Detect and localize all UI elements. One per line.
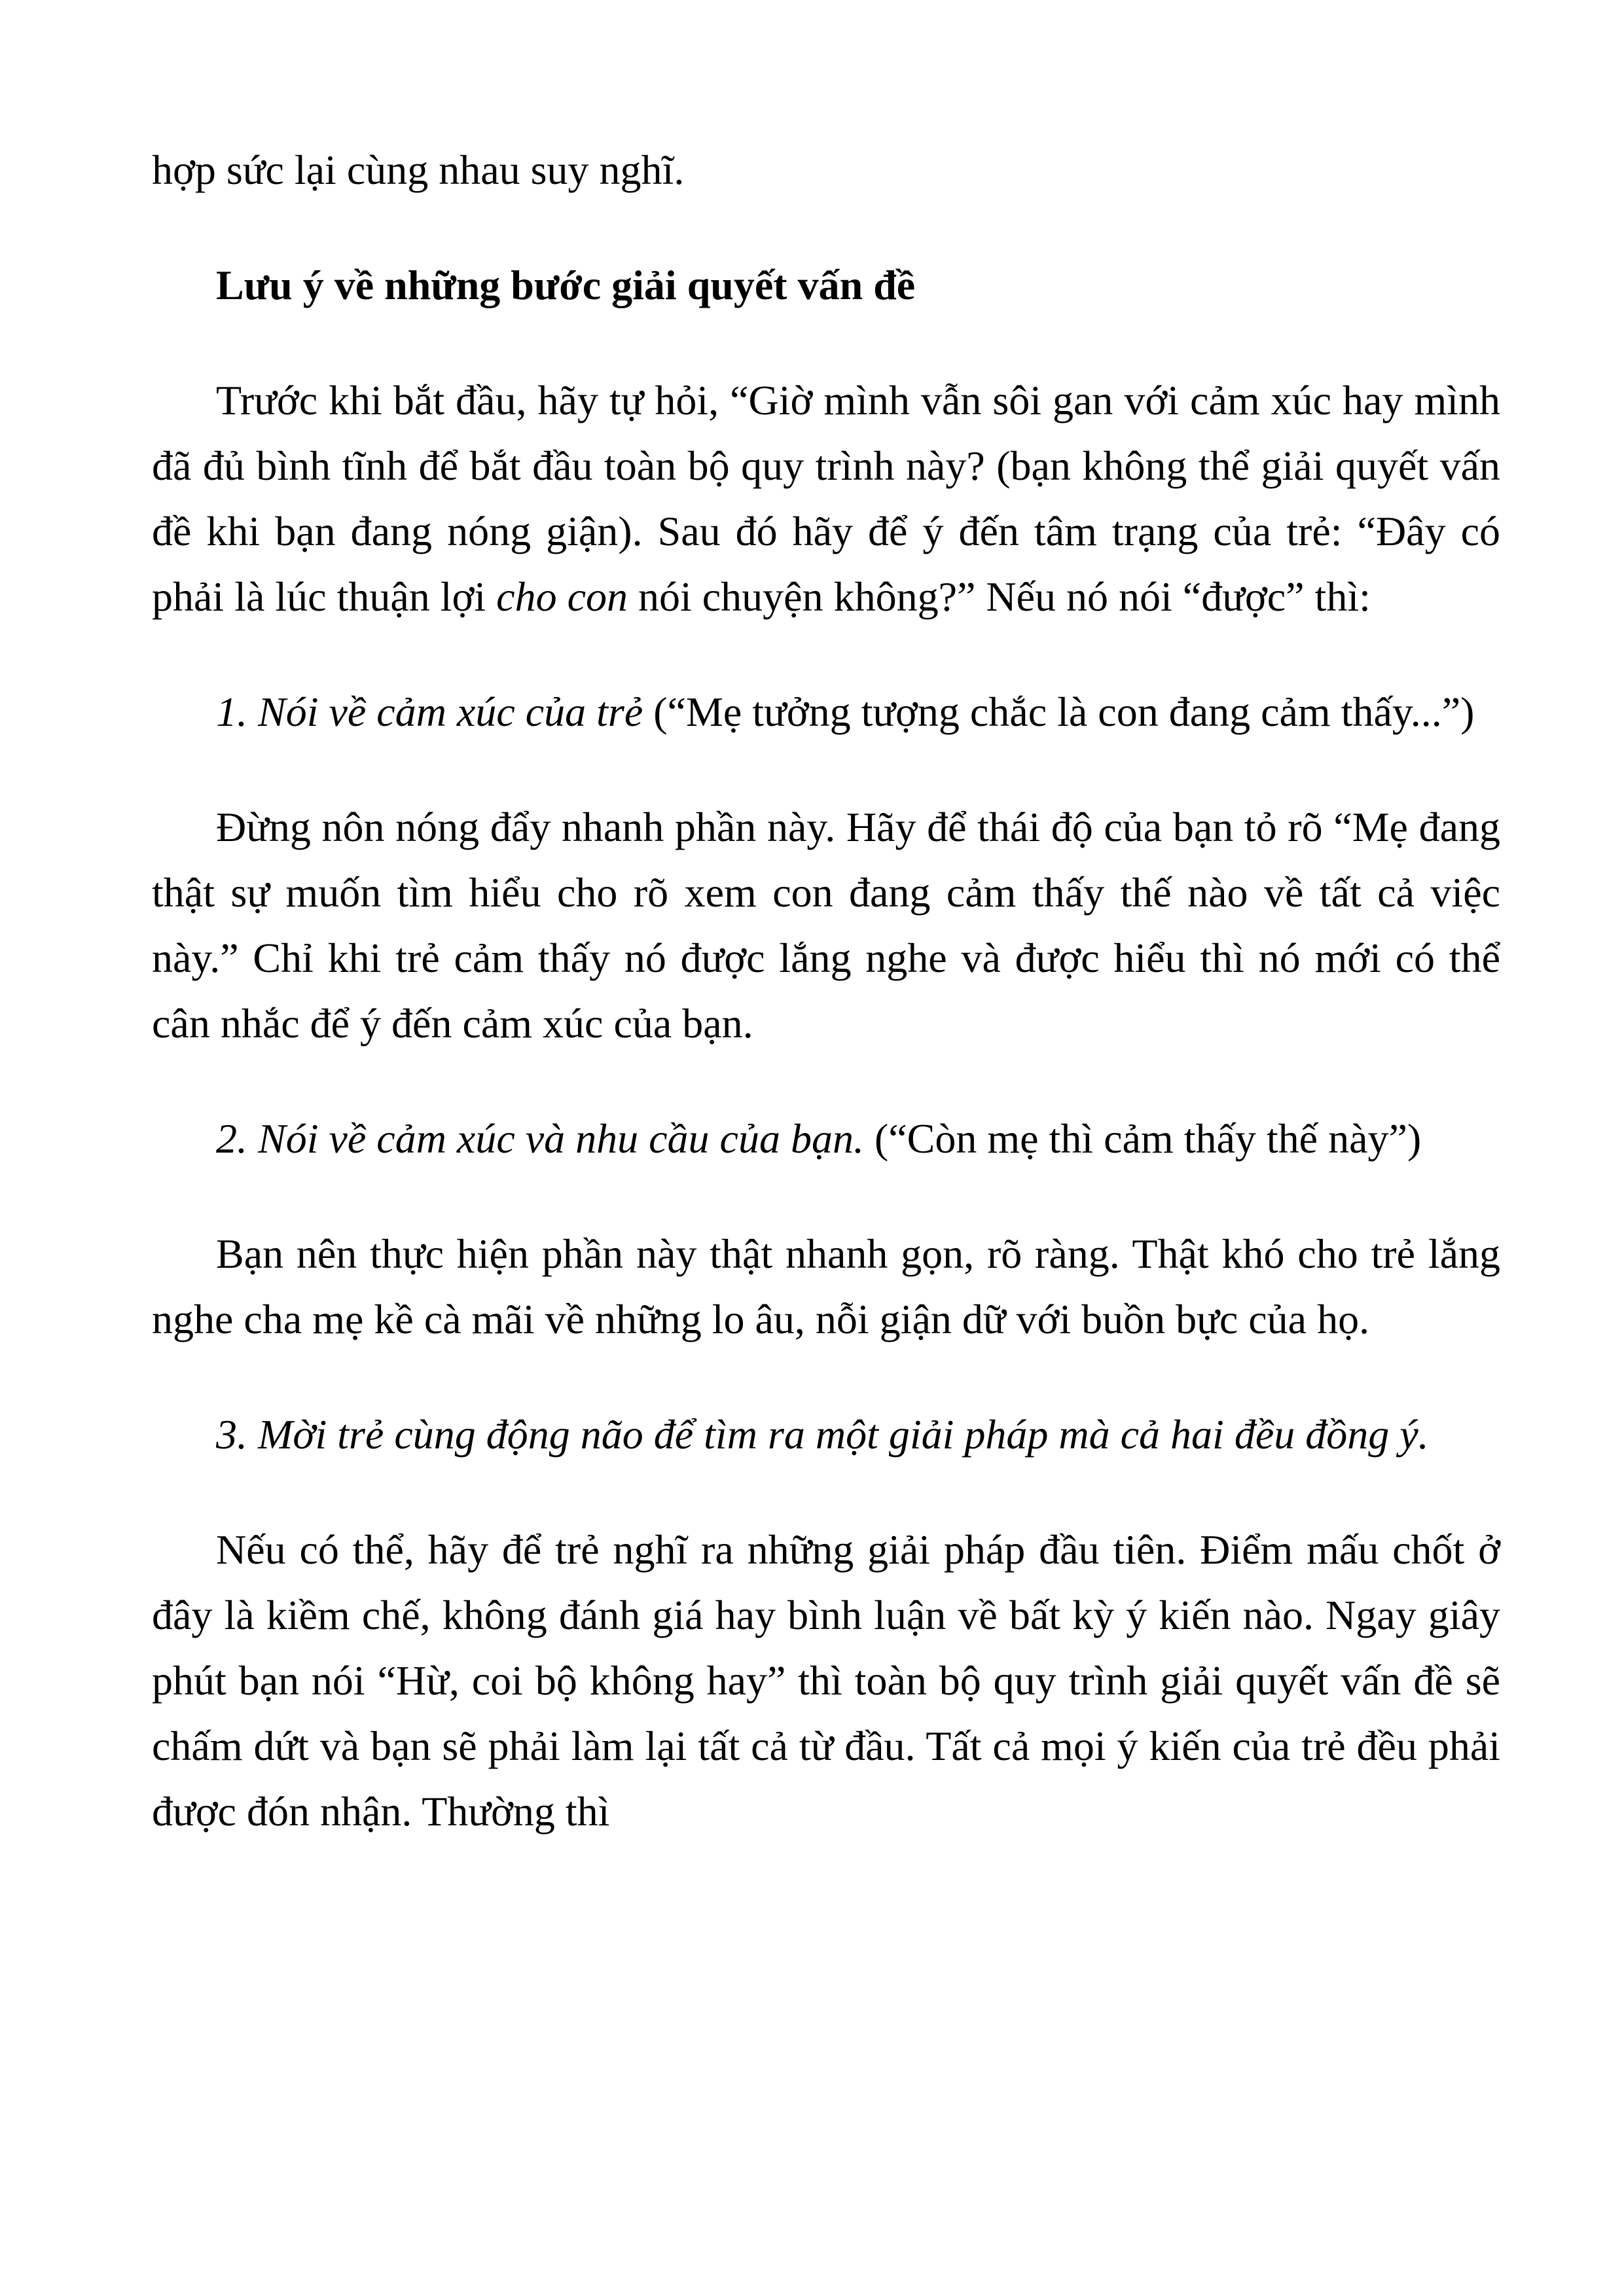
step-1-title: 1. Nói về cảm xúc của trẻ: [216, 689, 643, 735]
step-2: [152, 1106, 1500, 1172]
paragraph-text: Đừng nôn nóng đẩy nhanh phần này. Hãy để thái độ của bạn tỏ rõ “Mẹ đang thật sự muốn tìm hiểu cho rõ xem con đang cảm thấy thế nào về tất cả việc này.” Chỉ khi trẻ cảm thấy nó được lắng nghe và được hiểu thì nó mới có thể cân nhắc để ý đến cảm xúc của bạn.: [152, 804, 1500, 1047]
paragraph-step-3-explanation: [152, 1517, 1500, 1844]
paragraph-text: Trước khi bắt đầu, hãy tự hỏi, “Giờ mình vẫn sôi gan với cảm xúc hay mình đã đủ bình tĩnh để bắt đầu toàn bộ quy trình này? (bạn không thể giải quyết vấn đề khi bạn đang nóng giận). Sau đó hãy để ý đến tâm trạng của trẻ: “Đây có phải là lúc thuận lợi: [152, 377, 1500, 620]
paragraph-intro: [152, 368, 1500, 630]
paragraph-text: Bạn nên thực hiện phần này thật nhanh gọn, rõ ràng. Thật khó cho trẻ lắng nghe cha mẹ kề cà mãi về những lo âu, nỗi giận dữ với buồn bực của họ.: [152, 1230, 1500, 1342]
paragraph-text: hợp sức lại cùng nhau suy nghĩ.: [152, 147, 685, 193]
section-heading: Lưu ý về những bước giải quyết vấn đề: [216, 262, 916, 308]
paragraph-text: nói chuyện không?” Nếu nó nói “được” thì:: [627, 573, 1371, 620]
emphasis-text: cho con: [496, 573, 628, 620]
paragraph-step-1-explanation: [152, 795, 1500, 1056]
paragraph-step-2-explanation: [152, 1221, 1500, 1352]
step-2-quote: (“Còn mẹ thì cảm thấy thế này”): [863, 1115, 1422, 1162]
step-3: [152, 1402, 1500, 1467]
step-2-title: 2. Nói về cảm xúc và nhu cầu của bạn.: [216, 1115, 864, 1162]
text-column: [152, 137, 1500, 1894]
paragraph-text: Nếu có thể, hãy để trẻ nghĩ ra những giải pháp đầu tiên. Điểm mấu chốt ở đây là kiềm chế, không đánh giá hay bình luận về bất kỳ ý kiến nào. Ngay giây phút bạn nói “Hừ, coi bộ không hay” thì toàn bộ quy trình giải quyết vấn đề sẽ chấm dứt và bạn sẽ phải làm lại tất cả từ đầu. Tất cả mọi ý kiến của trẻ đều phải được đón nhận. Thường thì: [152, 1526, 1500, 1835]
step-1-quote: (“Mẹ tưởng tượng chắc là con đang cảm thấy...”): [643, 689, 1475, 735]
paragraph-continuation: [152, 137, 1500, 203]
step-1: [152, 679, 1500, 745]
step-3-title: 3. Mời trẻ cùng động não để tìm ra một giải pháp mà cả hai đều đồng ý.: [216, 1411, 1429, 1458]
